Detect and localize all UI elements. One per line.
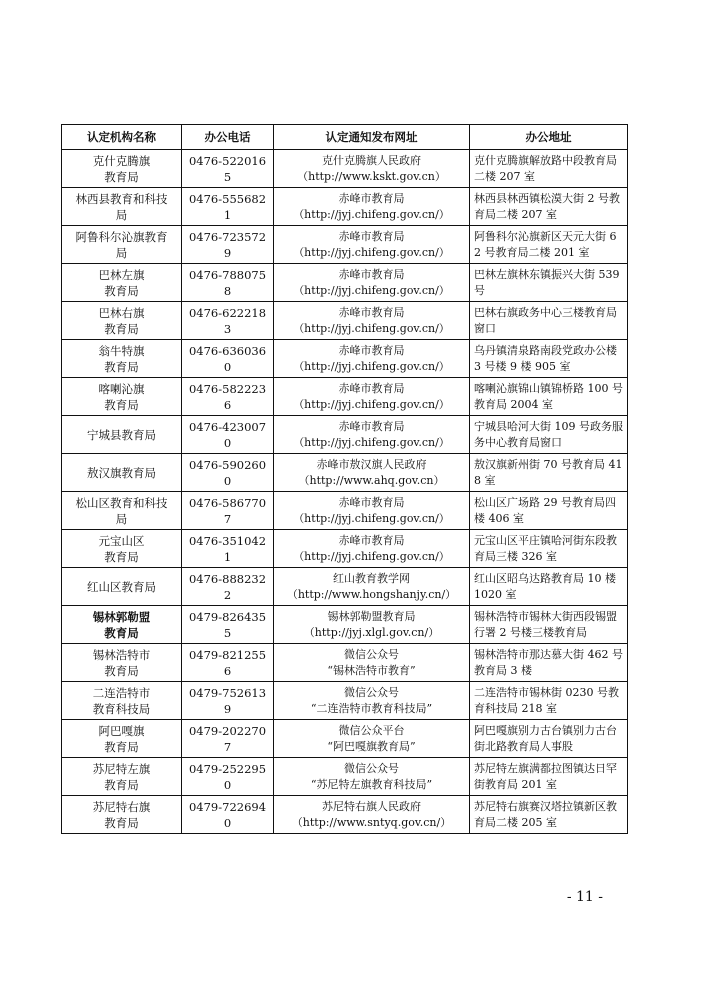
table-row: [62, 264, 628, 302]
office-address-cell: 克什克腾旗解放路中段教育局二楼 207 室: [470, 150, 628, 188]
agency-name-line: 翁牛特旗: [98, 343, 145, 358]
notice-url-link[interactable]: （http://jyj.chifeng.gov.cn/）: [293, 207, 450, 221]
notice-url-cell: [274, 644, 470, 682]
agency-name-line: 锡林郭勒盟: [92, 609, 151, 624]
office-address-cell: 宁城县哈河大街 109 号政务服务中心教育局窗口: [470, 416, 628, 454]
agency-name-cell: [62, 302, 182, 340]
notice-url-link[interactable]: （http://www.ahq.gov.cn）: [298, 473, 445, 487]
office-address-cell: 红山区昭乌达路教育局 10 楼 1020 室: [470, 568, 628, 606]
notice-url-cell: [274, 340, 470, 378]
office-phone-cell: 0476-5220165: [182, 150, 274, 188]
table-row: [62, 796, 628, 834]
notice-url-link[interactable]: “二连浩特市教育科技局”: [310, 701, 433, 715]
office-phone-cell: 0476-7880758: [182, 264, 274, 302]
office-address-cell: 巴林右旗政务中心三楼教育局窗口: [470, 302, 628, 340]
agency-name-cell: [62, 226, 182, 264]
agency-name-line: 教育局: [104, 549, 139, 564]
table-row: [62, 340, 628, 378]
agency-name-line: 喀喇沁旗: [98, 381, 145, 396]
notice-url-cell: [274, 302, 470, 340]
agency-name-line: 阿巴嘎旗: [98, 723, 145, 738]
agency-name-cell: [62, 682, 182, 720]
notice-url-cell: [274, 454, 470, 492]
notice-url-cell: [274, 606, 470, 644]
notice-site-name: 赤峰市教育局: [338, 229, 405, 243]
office-phone-cell: 0476-3510421: [182, 530, 274, 568]
notice-url-cell: [274, 264, 470, 302]
notice-url-cell: [274, 758, 470, 796]
agency-name-cell: [62, 530, 182, 568]
notice-site-name: 赤峰市教育局: [338, 533, 405, 547]
office-address-cell: 锡林浩特市那达慕大街 462 号教育局 3 楼: [470, 644, 628, 682]
agency-name-line: 锡林浩特市: [92, 647, 151, 662]
notice-url-link[interactable]: （http://jyj.chifeng.gov.cn/）: [293, 321, 450, 335]
office-phone-cell: 0476-6360360: [182, 340, 274, 378]
notice-url-cell: [274, 188, 470, 226]
office-address-cell: 苏尼特右旗赛汉塔拉镇新区教育局二楼 205 室: [470, 796, 628, 834]
notice-url-link[interactable]: （http://www.hongshanjy.cn/）: [286, 587, 457, 601]
header-office-address: 办公地址: [470, 125, 628, 150]
notice-site-name: 赤峰市教育局: [338, 191, 405, 205]
header-notice-url: 认定通知发布网址: [274, 125, 470, 150]
notice-url-link[interactable]: （http://www.sntyq.gov.cn/）: [291, 815, 452, 829]
notice-url-cell: [274, 150, 470, 188]
table-row: [62, 454, 628, 492]
agency-name-cell: [62, 340, 182, 378]
table-row: [62, 150, 628, 188]
office-phone-cell: 0479-7226940: [182, 796, 274, 834]
page-number: - 11 -: [566, 889, 603, 905]
table-row: [62, 378, 628, 416]
office-address-cell: 锡林浩特市锡林大街西段锡盟行署 2 号楼三楼教育局: [470, 606, 628, 644]
notice-url-link[interactable]: （http://jyj.chifeng.gov.cn/）: [293, 435, 450, 449]
office-phone-cell: 0476-4230070: [182, 416, 274, 454]
notice-site-name: 微信公众号: [344, 685, 399, 699]
agency-name-line: 教育局: [104, 625, 139, 640]
notice-url-cell: [274, 530, 470, 568]
office-address-cell: 喀喇沁旗锦山镇锦桥路 100 号教育局 2004 室: [470, 378, 628, 416]
agency-name-line: 苏尼特右旗: [92, 799, 151, 814]
agency-name-line: 敖汉旗教育局: [87, 465, 156, 480]
table-row: [62, 302, 628, 340]
agency-name-line: 局: [115, 511, 128, 526]
office-phone-cell: 0476-5902600: [182, 454, 274, 492]
notice-site-name: 克什克腾旗人民政府: [322, 153, 421, 167]
agency-name-line: 巴林右旗: [98, 305, 145, 320]
agency-name-line: 教育局: [104, 663, 139, 678]
table-row: [62, 568, 628, 606]
agency-name-line: 教育局: [104, 283, 139, 298]
agency-name-cell: [62, 454, 182, 492]
notice-url-cell: [274, 682, 470, 720]
office-phone-cell: 0479-8264355: [182, 606, 274, 644]
agency-name-line: 林西县教育和科技: [75, 191, 168, 206]
agency-name-line: 教育局: [104, 815, 139, 830]
office-phone-cell: 0479-8212556: [182, 644, 274, 682]
agency-name-cell: [62, 264, 182, 302]
office-phone-cell: 0479-2522950: [182, 758, 274, 796]
agency-name-line: 宁城县教育局: [87, 427, 156, 442]
notice-site-name: 微信公众号: [344, 761, 399, 775]
table-body: [62, 150, 628, 834]
notice-site-name: 赤峰市教育局: [338, 343, 405, 357]
office-address-cell: 乌丹镇清泉路南段党政办公楼 3 号楼 9 楼 905 室: [470, 340, 628, 378]
agency-name-line: 巴林左旗: [98, 267, 145, 282]
agency-name-cell: [62, 758, 182, 796]
table-row: [62, 644, 628, 682]
office-address-cell: 阿鲁科尔沁旗新区天元大街 62 号教育局二楼 201 室: [470, 226, 628, 264]
table-row: [62, 606, 628, 644]
agency-name-line: 元宝山区: [98, 533, 145, 548]
notice-url-link[interactable]: （http://jyj.chifeng.gov.cn/）: [293, 549, 450, 563]
office-address-cell: 二连浩特市锡林街 0230 号教育科技局 218 室: [470, 682, 628, 720]
office-phone-cell: 0476-5556821: [182, 188, 274, 226]
agency-name-line: 二连浩特市: [92, 685, 151, 700]
agency-name-cell: [62, 492, 182, 530]
table-row: [62, 492, 628, 530]
notice-site-name: 锡林郭勒盟教育局: [327, 609, 416, 623]
office-address-cell: 元宝山区平庄镇哈河街东段教育局三楼 326 室: [470, 530, 628, 568]
agency-name-line: 克什克腾旗: [92, 153, 151, 168]
table-row: [62, 226, 628, 264]
table-row: [62, 758, 628, 796]
office-phone-cell: 0479-7526139: [182, 682, 274, 720]
office-address-cell: 敖汉旗新州街 70 号教育局 418 室: [470, 454, 628, 492]
header-agency-name: 认定机构名称: [62, 125, 182, 150]
table-header-row: [62, 125, 628, 150]
certification-agency-table: [61, 124, 628, 834]
notice-url-cell: [274, 416, 470, 454]
notice-url-cell: [274, 226, 470, 264]
table-row: [62, 188, 628, 226]
office-address-cell: 林西县林西镇松漠大街 2 号教育局二楼 207 室: [470, 188, 628, 226]
agency-name-line: 教育局: [104, 321, 139, 336]
office-phone-cell: 0476-5822236: [182, 378, 274, 416]
notice-url-link[interactable]: （http://jyj.chifeng.gov.cn/）: [293, 359, 450, 373]
agency-name-cell: [62, 644, 182, 682]
agency-name-cell: [62, 568, 182, 606]
table-row: [62, 682, 628, 720]
notice-site-name: 赤峰市教育局: [338, 419, 405, 433]
notice-site-name: 赤峰市教育局: [338, 305, 405, 319]
notice-site-name: 赤峰市教育局: [338, 381, 405, 395]
office-address-cell: 阿巴嘎旗别力古台镇别力古台街北路教育局人事股: [470, 720, 628, 758]
office-address-cell: 巴林左旗林东镇振兴大街 539 号: [470, 264, 628, 302]
notice-url-cell: [274, 568, 470, 606]
agency-name-line: 教育局: [104, 359, 139, 374]
notice-url-cell: [274, 378, 470, 416]
agency-name-line: 局: [115, 245, 128, 260]
notice-site-name: 赤峰市教育局: [338, 267, 405, 281]
notice-url-cell: [274, 492, 470, 530]
notice-url-link[interactable]: “阿巴嘎旗教育局”: [327, 739, 416, 753]
notice-url-cell: [274, 720, 470, 758]
table-row: [62, 530, 628, 568]
agency-name-cell: [62, 150, 182, 188]
agency-name-line: 教育局: [104, 397, 139, 412]
notice-site-name: 苏尼特右旗人民政府: [322, 799, 421, 813]
notice-site-name: 微信公众平台: [338, 723, 405, 737]
notice-url-link[interactable]: “锡林浩特市教育”: [327, 663, 416, 677]
agency-name-cell: [62, 378, 182, 416]
agency-name-cell: [62, 606, 182, 644]
header-office-phone: 办公电话: [182, 125, 274, 150]
notice-url-link[interactable]: （http://jyj.xlgl.gov.cn/）: [303, 625, 440, 639]
notice-url-link[interactable]: “苏尼特左旗教育科技局”: [310, 777, 433, 791]
office-address-cell: 苏尼特左旗满都拉图镇达日罕街教育局 201 室: [470, 758, 628, 796]
agency-name-cell: [62, 720, 182, 758]
notice-url-link[interactable]: （http://jyj.chifeng.gov.cn/）: [293, 397, 450, 411]
notice-site-name: 赤峰市敖汉旗人民政府: [316, 457, 427, 471]
notice-site-name: 赤峰市教育局: [338, 495, 405, 509]
notice-url-link[interactable]: （http://jyj.chifeng.gov.cn/）: [293, 283, 450, 297]
office-phone-cell: 0479-2022707: [182, 720, 274, 758]
office-phone-cell: 0476-6222183: [182, 302, 274, 340]
office-phone-cell: 0476-8882322: [182, 568, 274, 606]
agency-name-line: 局: [115, 207, 128, 222]
notice-url-link[interactable]: （http://jyj.chifeng.gov.cn/）: [293, 245, 450, 259]
notice-site-name: 微信公众号: [344, 647, 399, 661]
agency-name-line: 教育局: [104, 169, 139, 184]
agency-name-line: 教育局: [104, 777, 139, 792]
agency-name-line: 教育科技局: [92, 701, 151, 716]
agency-name-line: 松山区教育和科技: [75, 495, 168, 510]
agency-name-line: 阿鲁科尔沁旗教育: [75, 229, 168, 244]
office-phone-cell: 0476-7235729: [182, 226, 274, 264]
table-row: [62, 720, 628, 758]
notice-url-cell: [274, 796, 470, 834]
office-phone-cell: 0476-5867707: [182, 492, 274, 530]
agency-name-line: 苏尼特左旗: [92, 761, 151, 776]
office-address-cell: 松山区广场路 29 号教育局四楼 406 室: [470, 492, 628, 530]
notice-url-link[interactable]: （http://jyj.chifeng.gov.cn/）: [293, 511, 450, 525]
notice-site-name: 红山教育教学网: [333, 571, 410, 585]
agency-name-line: 红山区教育局: [87, 579, 156, 594]
agency-name-cell: [62, 188, 182, 226]
agency-name-cell: [62, 796, 182, 834]
agency-name-line: 教育局: [104, 739, 139, 754]
table-row: [62, 416, 628, 454]
agency-name-cell: [62, 416, 182, 454]
notice-url-link[interactable]: （http://www.kskt.gov.cn）: [297, 169, 446, 183]
